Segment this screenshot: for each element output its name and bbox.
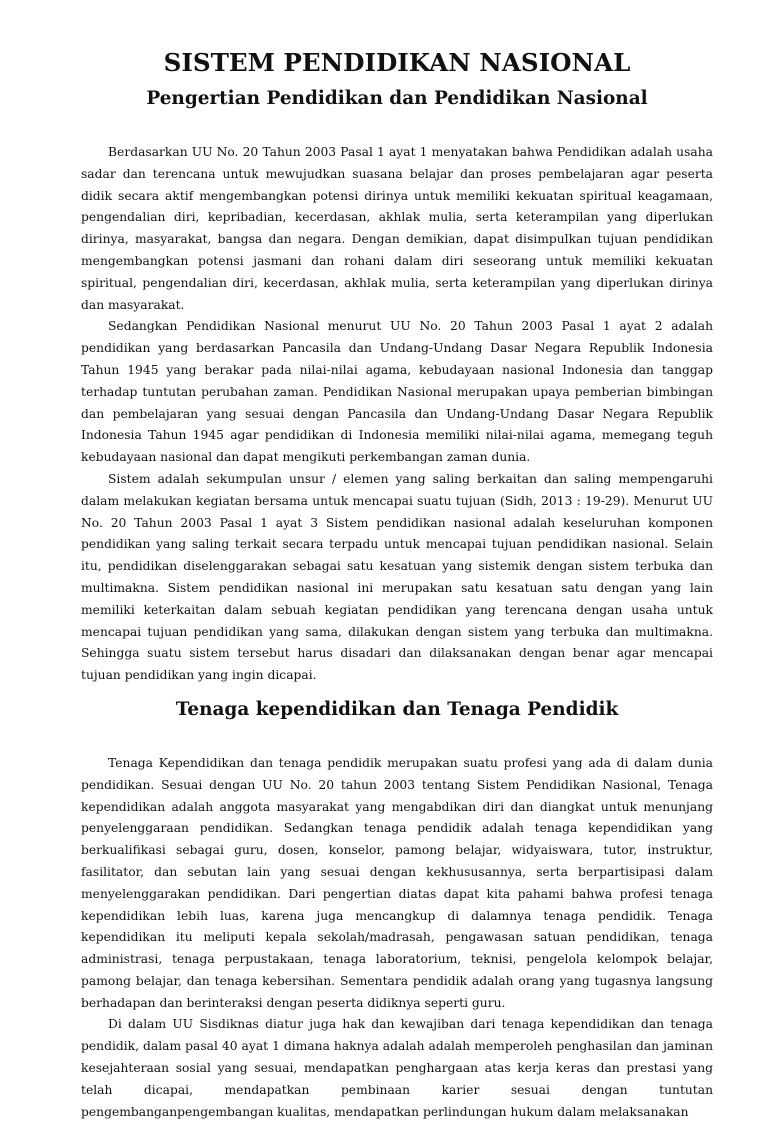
paragraph: Tenaga Kependidikan dan tenaga pendidik merupakan suatu profesi yang ada di dalam dunia pendidikan. Sesuai dengan UU No. 20 tahun 2003 tentang Sistem Pendidikan Nasional, Tenaga kependidikan adalah anggota masyarakat yang mengabdikan diri dan diangkat untuk menunjang penyelenggaraan pendidikan. Sedangkan tenaga pendidik adalah tenaga kependidikan yang berkualifikasi sebagai guru, dosen, konselor, pamong belajar, widyaiswara, tutor, instruktur, fasilitator, dan sebutan lain yang sesuai dengan kekhususannya, serta berpartisipasi dalam menyelenggarakan pendidikan. Dari pengertian diatas dapat kita pahami bahwa profesi tenaga kependidikan lebih luas, karena juga mencangkup di dalamnya tenaga pendidik. Tenaga kependidikan itu meliputi kepala sekolah/madrasah, pengawasan satuan pendidikan, tenaga administrasi, tenaga perpustakaan, tenaga laboratorium, teknisi, pengelola kelompok belajar, pamong belajar, dan tenaga kebersihan. Sementara pendidik adalah orang yang tugasnya langsung berhadapan dan berinteraksi dengan peserta didiknya seperti guru. — [81, 755, 713, 1010]
paragraph: Sistem adalah sekumpulan unsur / elemen yang saling berkaitan dan saling mempengaruhi dalam melakukan kegiatan bersama untuk mencapai suatu tujuan (Sidh, 2013 : 19-29). Menurut UU No. 20 Tahun 2003 Pasal 1 ayat 3 Sistem pendidikan nasional adalah keseluruhan komponen pendidikan yang saling terkait secara terpadu untuk mencapai tujuan pendidikan nasional. Selain itu, pendidikan diselenggarakan sebagai satu kesatuan yang sistemik dengan sistem terbuka dan multimakna. Sistem pendidikan nasional ini merupakan satu kesatuan satu dengan yang lain memiliki keterkaitan dalam sebuah kegiatan pendidikan yang terencana dengan usaha untuk mencapai tujuan pendidikan yang sama, dilakukan dengan sistem yang terbuka dan multimakna. Sehingga suatu sistem tersebut harus disadari dan dilaksanakan dengan benar agar mencapai tujuan pendidikan yang ingin dicapai. — [81, 471, 713, 683]
section-heading: Tenaga kependidikan dan Tenaga Pendidik — [175, 698, 619, 720]
paragraph: Berdasarkan UU No. 20 Tahun 2003 Pasal 1 ayat 1 menyatakan bahwa Pendidikan adalah usaha sadar dan terencana untuk mewujudkan suasana belajar dan proses pembelajaran agar peserta didik secara aktif mengembangkan potensi dirinya untuk memiliki kekuatan spiritual keagamaan, pengendalian diri, kepribadian, kecerdasan, akhlak mulia, serta keterampilan yang diperlukan dirinya, masyarakat, bangsa dan negara. Dengan demikian, dapat disimpulkan tujuan pendidikan mengembangkan potensi jasmani dan rohani dalam diri seseorang untuk memiliki kekuatan spiritual, pengendalian diri, kecerdasan, akhlak mulia, serta keterampilan yang diperlukan dirinya dan masyarakat. — [81, 145, 713, 312]
section-heading: Pengertian Pendidikan dan Pendidikan Nasional — [146, 88, 648, 109]
section-tenaga-kependidikan — [81, 699, 713, 1123]
section-pengertian-pendidikan — [81, 88, 713, 687]
document-title: SISTEM PENDIDIKAN NASIONAL — [163, 48, 631, 77]
paragraph: Sedangkan Pendidikan Nasional menurut UU No. 20 Tahun 2003 Pasal 1 ayat 2 adalah pendidikan yang berdasarkan Pancasila dan Undang-Undang Dasar Negara Republik Indonesia Tahun 1945 yang berakar pada nilai-nilai agama, kebudayaan nasional Indonesia dan tanggap terhadap tuntutan perubahan zaman. Pendidikan Nasional merupakan upaya pemberian bimbingan dan pembelajaran yang sesuai dengan Pancasila dan Undang-Undang Dasar Negara Republik Indonesia Tahun 1945 agar pendidikan di Indonesia memiliki nilai-nilai agama, memegang teguh kebudayaan nasional dan dapat mengikuti perkembangan zaman dunia. — [81, 319, 713, 465]
paragraph: Di dalam UU Sisdiknas diatur juga hak dan kewajiban dari tenaga kependidikan dan tenaga pendidik, dalam pasal 40 ayat 1 dimana haknya adalah adalah memperoleh penghasilan dan jaminan kesejahteraan sosial yang sesuai, mendapatkan penghargaan atas kerja keras dan prestasi yang telah dicapai, mendapatkan pembinaan karier sesuai dengan tuntutan pengembanganpengembangan kualitas, mendapatkan perlindungan hukum dalam melaksanakan — [81, 1017, 713, 1119]
